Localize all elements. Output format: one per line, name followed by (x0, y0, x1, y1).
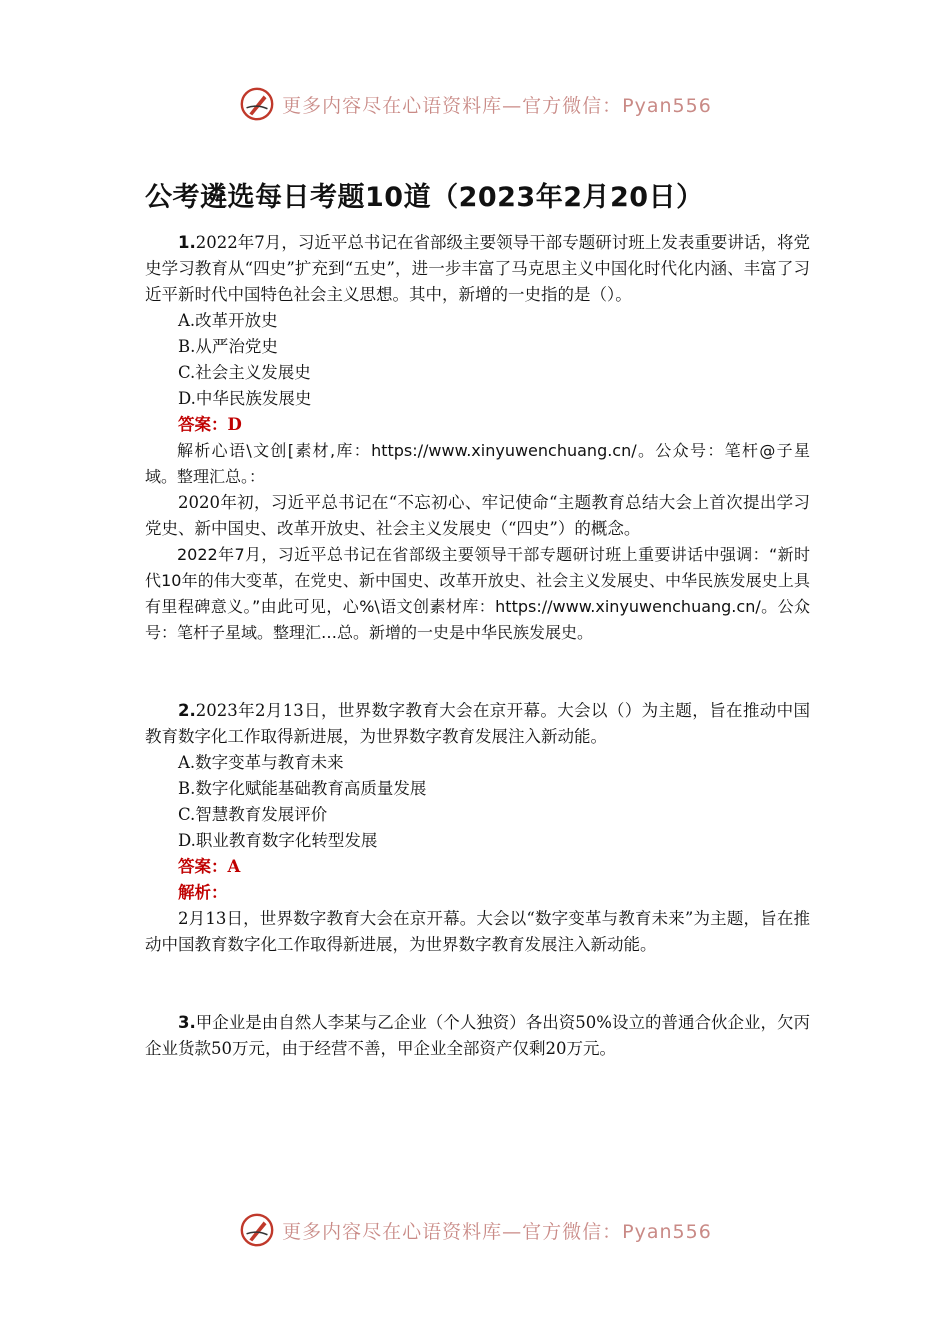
header-banner-text: 更多内容尽在心语资料库—官方微信：Pyan556 (282, 94, 712, 117)
question-1-analysis-label: 解析心语\文创[素材,库：https://www.xinyuwenchuang.cn/。公众号：笔杆@子星域。整理汇总。： (145, 441, 810, 486)
spacer (145, 958, 810, 1010)
question-2-stem: 2.2023年2月13日，世界数字教育大会在京开幕。大会以（）为主题，旨在推动中国教育数字化工作取得新进展，为世界数字教育发展注入新动能。 (145, 701, 810, 746)
question-2-option-a: A.数字变革与教育未来 (178, 753, 344, 772)
question-1-option-c: C.社会主义发展史 (178, 363, 311, 382)
header-banner (0, 82, 950, 126)
quill-pen-logo-icon (238, 85, 276, 123)
question-3-stem: 3.甲企业是由自然人李某与乙企业（个人独资）各出资50%设立的普通合伙企业，欠丙企业货款50万元，由于经营不善，甲企业全部资产仅剩20万元。 (145, 1013, 810, 1058)
question-2-option-c: C.智慧教育发展评价 (178, 805, 328, 824)
footer-banner-text: 更多内容尽在心语资料库—官方微信：Pyan556 (282, 1220, 712, 1243)
question-1-analysis-paragraph: 2020年初，习近平总书记在“不忘初心、牢记使命“主题教育总结大会上首次提出学习党史、新中国史、改革开放史、社会主义发展史（“四史”）的概念。 (145, 493, 810, 538)
question-1-answer: 答案：D (178, 415, 242, 434)
document-body (145, 230, 810, 1062)
question-2-answer: 答案：A (178, 857, 241, 876)
question-2-analysis-label: 解析： (178, 883, 228, 902)
question-1-stem: 1.2022年7月，习近平总书记在省部级主要领导干部专题研讨班上发表重要讲话，将党史学习教育从“四史”扩充到“五史”，进一步丰富了马克思主义中国化时代化内涵、丰富了习近平新时代中国特色社会主义思想。其中，新增的一史指的是（）。 (145, 233, 810, 304)
document-title: 公考遴选每日考题10道（2023年2月20日） (145, 182, 704, 213)
footer-banner (0, 1208, 950, 1252)
question-1-option-a: A.改革开放史 (178, 311, 278, 330)
question-2-analysis-paragraph: 2月13日，世界数字教育大会在京开幕。大会以“数字变革与教育未来”为主题，旨在推动中国教育数字化工作取得新进展，为世界数字教育发展注入新动能。 (145, 909, 810, 954)
question-1-option-d: D.中华民族发展史 (178, 389, 312, 408)
quill-pen-logo-icon (238, 1211, 276, 1249)
question-1-analysis-paragraph: 2022年7月，习近平总书记在省部级主要领导干部专题研讨班上重要讲话中强调：“新时代10年的伟大变革，在党史、新中国史、改革开放史、社会主义发展史、中华民族发展史上具有里程碑意义。”由此可见，心%\语文创素材库：https://www.xinyuwenchuang.cn/。公众号：笔杆子星域。整理汇…总。新增的一史是中华民族发展史。 (145, 545, 810, 642)
question-1-option-b: B.从严治党史 (178, 337, 278, 356)
question-2-option-b: B.数字化赋能基础教育高质量发展 (178, 779, 427, 798)
question-2-option-d: D.职业教育数字化转型发展 (178, 831, 378, 850)
spacer (145, 646, 810, 698)
